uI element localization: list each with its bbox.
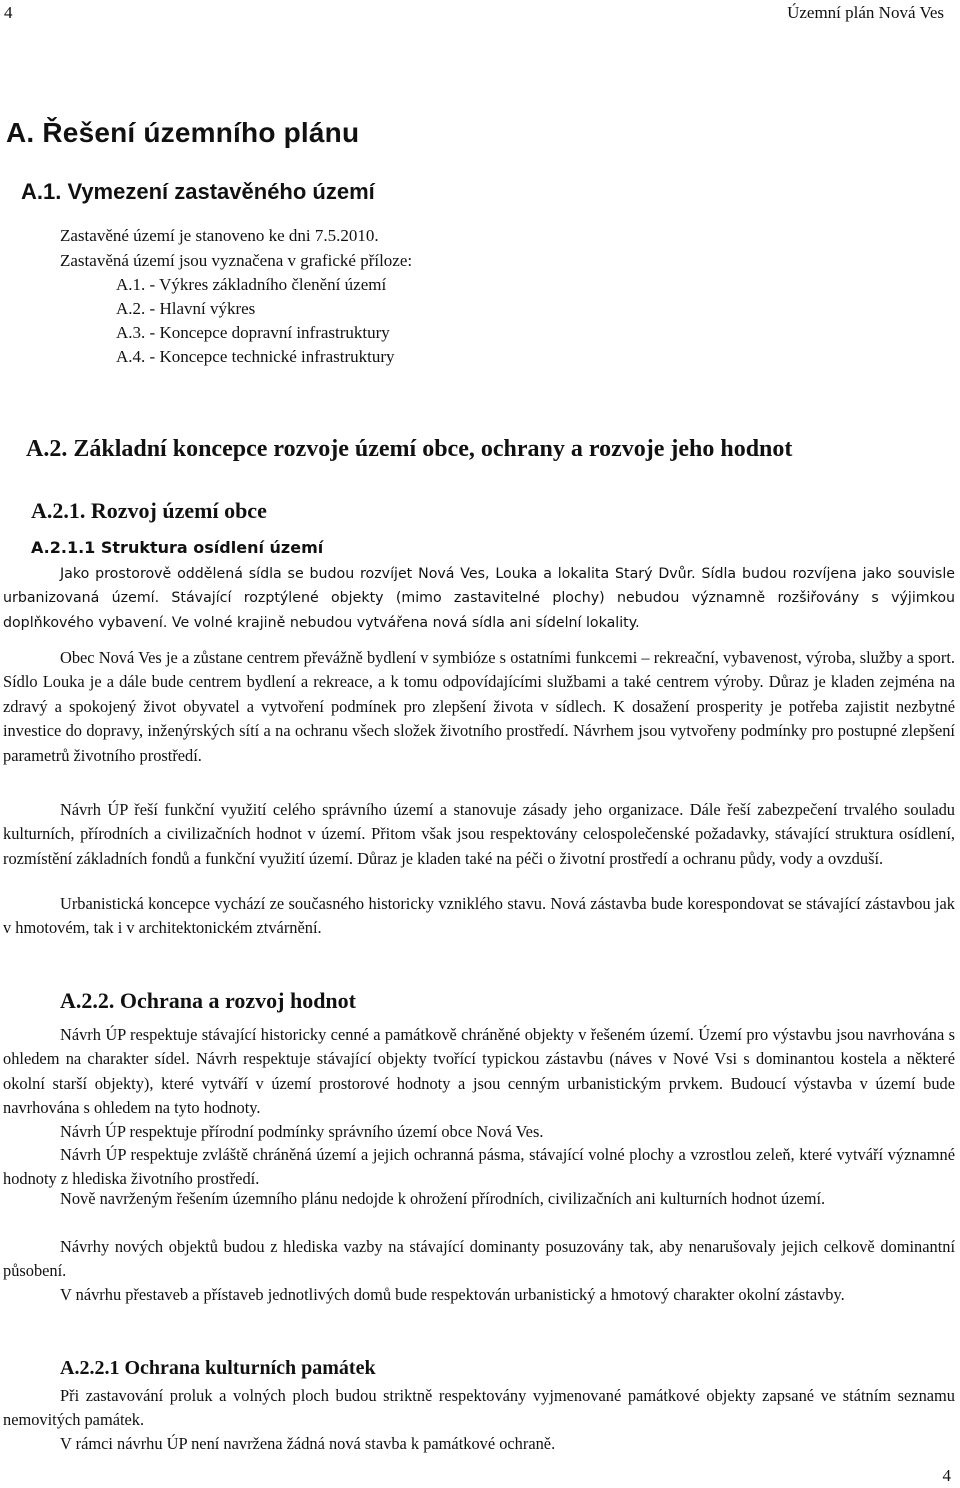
section-heading-a2: A.2. Základní koncepce rozvoje území obce, ochrany a rozvoje jeho hodnot <box>26 436 793 462</box>
paragraph: Obec Nová Ves je a zůstane centrem převážně bydlení v symbióze s ostatními funkcemi – rekreační, vybavenost, výroba, služby a sport. Sídlo Louka je a dále bude centrem bydlení a rekreace, a k tomu odpovídajícími službami a také centrem výroby. Důraz je kladen zejména na zdravý a spokojený život obyvatel a vytvoření podmínek pro zlepšení života v sídlech. K dosažení prosperity je potřeba zajistit nezbytné investice do dopravy, inženýrských sítí a na ochranu všech složek životního prostředí. Návrhem jsou vytvořeny podmínky pro postupné zlepšení parametrů životního prostředí. <box>3 648 955 765</box>
subsubsection-heading-a211: A.2.1.1 Struktura osídlení území <box>31 538 324 557</box>
footer-page-number: 4 <box>942 1466 951 1485</box>
paragraph: Jako prostorově oddělená sídla se budou rozvíjet Nová Ves, Louka a lokalita Starý Dvůr. Sídla budou rozvíjena jako souvisle urbanizovaná území. Stávající rozptýlené objekty (mimo zastavitelné plochy) nebudou významně rozšiřovány s výjimkou doplňkového vybavení. Ve volné krajině nebudou vytvářena nová sídla ani sídelní lokality. <box>3 566 955 631</box>
paragraph: Návrh ÚP respektuje stávající historicky cenné a památkově chráněné objekty v řešeném území. Území pro výstavbu jsou navrhována s ohledem na charakter sídel. Návrh respektuje stávající objekty tvořící typickou zástavbu (náves v Nové Vsi s dominantou kostela a některé okolní starší objekty), které vytváří v území prostorové hodnoty a jsou cenným urbanistickým prvkem. Budoucí výstavba v území bude navrhována s ohledem na tyto hodnoty. <box>3 1025 955 1118</box>
list-item: A.4. - Koncepce technické infrastruktury <box>116 347 395 366</box>
paragraph: Návrhy nových objektů budou z hlediska vazby na stávající dominanty posuzovány tak, aby nenarušovaly jejich celkově dominantní působení. <box>3 1237 955 1281</box>
paragraph: Nově navrženým řešením územního plánu nedojde k ohrožení přírodních, civilizačních ani kulturních hodnot území. <box>60 1189 826 1208</box>
paragraph: Návrh ÚP respektuje přírodní podmínky správního území obce Nová Ves. <box>60 1122 544 1141</box>
paragraph: Urbanistická koncepce vychází ze současného historicky vzniklého stavu. Nová zástavba bude korespondovat se stávající zástavbou jak v hmotovém, tak i v architektonickém ztvárnění. <box>3 894 955 938</box>
subsection-heading-a21: A.2.1. Rozvoj území obce <box>31 498 267 523</box>
header-page-number: 4 <box>4 3 13 22</box>
text-line: Zastavěné území je stanoveno ke dni 7.5.2010. <box>60 226 379 245</box>
page-header <box>4 3 944 27</box>
list-item: A.2. - Hlavní výkres <box>116 299 256 318</box>
paragraph: Při zastavování proluk a volných ploch budou striktně respektovány vyjmenované památkové objekty zapsané ve státním seznamu nemovitých památek. <box>3 1386 955 1430</box>
subsection-heading-a22: A.2.2. Ochrana a rozvoj hodnot <box>60 988 356 1013</box>
paragraph: Návrh ÚP respektuje zvláště chráněná území a jejich ochranná pásma, stávající volné plochy a vzrostlou zeleň, které vytváří významné hodnoty z hlediska životního prostředí. <box>3 1145 955 1189</box>
list-item: A.1. - Výkres základního členění území <box>116 275 387 294</box>
subsubsection-heading-a221: A.2.2.1 Ochrana kulturních památek <box>60 1357 376 1379</box>
paragraph: V rámci návrhu ÚP není navržena žádná nová stavba k památkové ochraně. <box>60 1434 556 1453</box>
paragraph: V návrhu přestaveb a přístaveb jednotlivých domů bude respektován urbanistický a hmotový charakter okolní zástavby. <box>60 1285 845 1304</box>
header-document-title: Územní plán Nová Ves <box>787 3 944 22</box>
section-heading-a1: A.1. Vymezení zastavěného území <box>21 179 375 204</box>
text-line: Zastavěná území jsou vyznačena v grafické příloze: <box>60 251 413 270</box>
paragraph: Návrh ÚP řeší funkční využití celého správního území a stanovuje zásady jeho organizace. Dále řeší zabezpečení trvalého souladu kulturních, přírodních a civilizačních hodnot v území. Přitom však jsou respektovány celospolečenské požadavky, stávající struktura osídlení, rozmístění základních fondů a funkční využití území. Důraz je kladen také na péči o životní prostředí a ochranu půdy, vody a ovzduší. <box>3 800 955 868</box>
chapter-heading: A. Řešení územního plánu <box>6 117 360 148</box>
list-item: A.3. - Koncepce dopravní infrastruktury <box>116 323 390 342</box>
